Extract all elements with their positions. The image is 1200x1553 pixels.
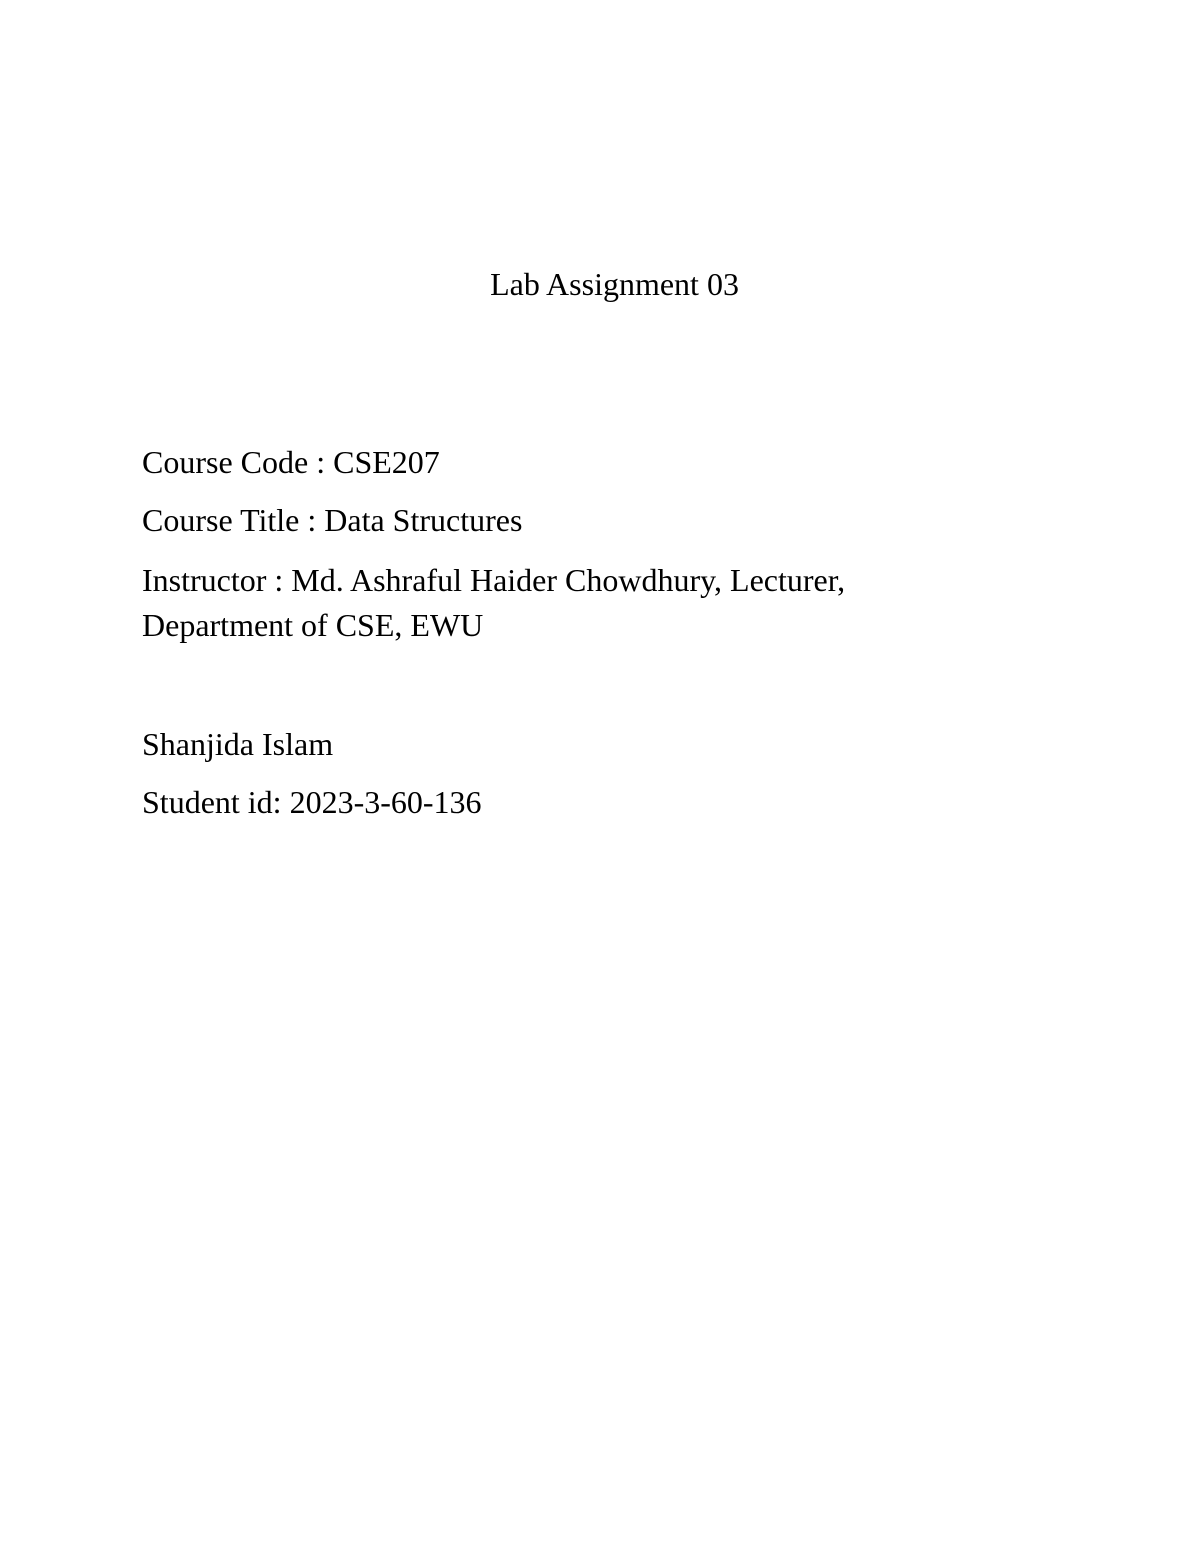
course-code: Course Code : CSE207 — [142, 444, 440, 480]
document-title: Lab Assignment 03 — [490, 266, 739, 302]
instructor-line-1: Instructor : Md. Ashraful Haider Chowdhury, Lecturer, — [142, 562, 846, 598]
instructor-line-2: Department of CSE, EWU — [142, 607, 484, 643]
student-name: Shanjida Islam — [142, 726, 334, 762]
student-id: Student id: 2023-3-60-136 — [142, 784, 482, 820]
course-title: Course Title : Data Structures — [142, 502, 523, 538]
